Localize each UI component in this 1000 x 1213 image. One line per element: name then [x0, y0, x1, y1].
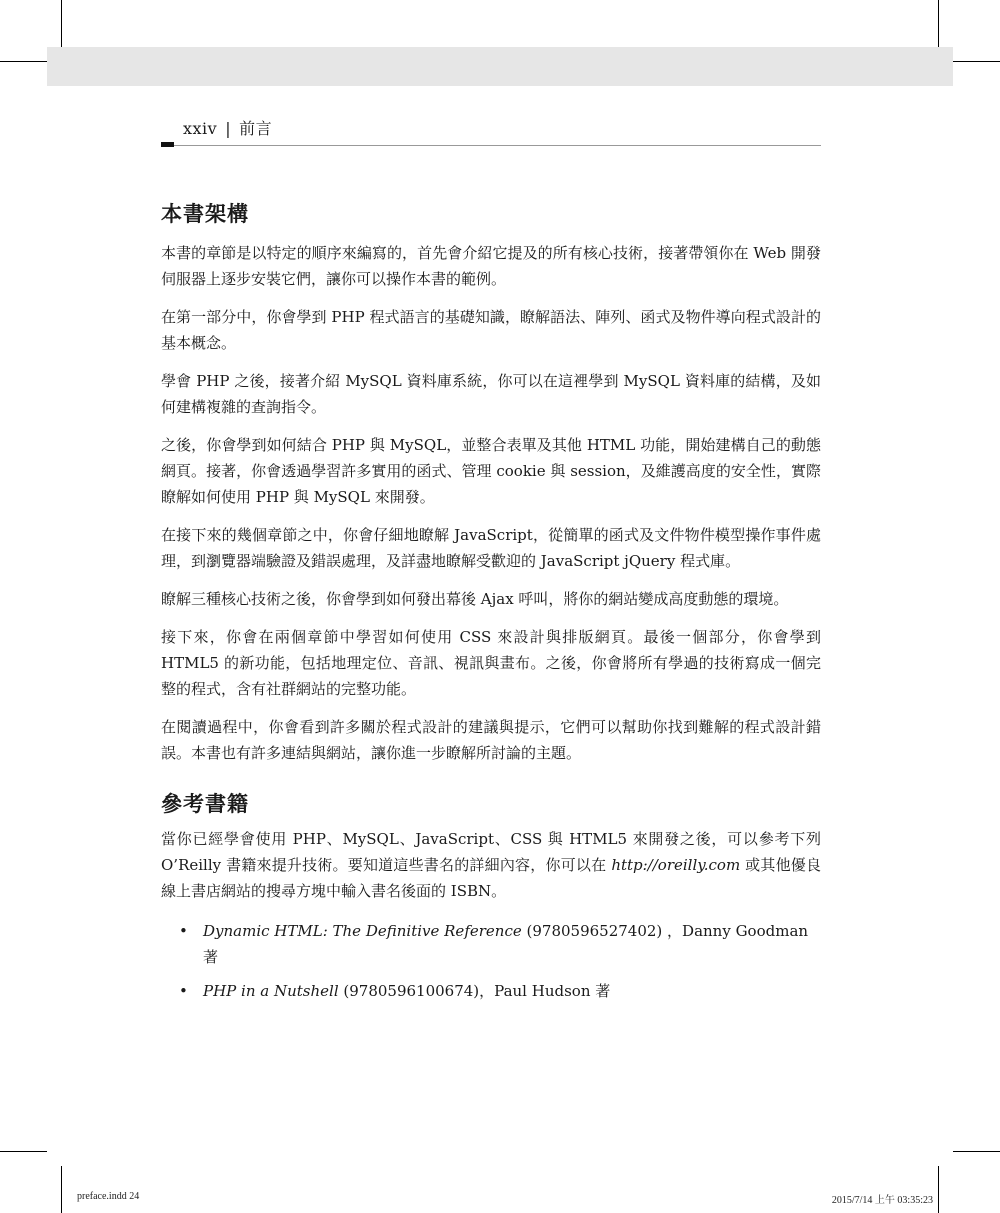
book-title: PHP in a Nutshell	[203, 982, 339, 1000]
paragraph: 在接下來的幾個章節之中，你會仔細地瞭解 JavaScript，從簡單的函式及文件物件模型操作事件處理，到瀏覽器端驗證及錯誤處理，及詳盡地瞭解受歡迎的 JavaScript jQuery 程式庫。	[161, 526, 821, 570]
paragraph	[161, 826, 821, 904]
crop-mark	[953, 61, 1000, 62]
paragraph: 在閱讀過程中，你會看到許多關於程式設計的建議與提示，它們可以幫助你找到難解的程式設計錯誤。本書也有許多連結與網站，讓你進一步瞭解所討論的主題。	[161, 718, 821, 762]
running-head	[161, 118, 821, 148]
running-head-rule	[174, 145, 821, 146]
section-book-structure	[161, 196, 821, 766]
crop-mark	[61, 1166, 62, 1213]
page-content	[161, 196, 821, 1012]
paragraph: 接下來，你會在兩個章節中學習如何使用 CSS 來設計與排版網頁。最後一個部分，你會學到 HTML5 的新功能，包括地理定位、音訊、視訊與畫布。之後，你會將所有學過的技術寫成一個完整的程式，含有社群網站的完整功能。	[161, 628, 821, 698]
slug-file-info: preface.indd 24	[77, 1191, 140, 1202]
bullet-icon: •	[179, 982, 188, 1000]
list-item	[161, 918, 821, 970]
book-list	[161, 918, 821, 1004]
page-number: xxiv	[183, 119, 218, 138]
paragraph: 瞭解三種核心技術之後，你會學到如何發出幕後 Ajax 呼叫，將你的網站變成高度動態的環境。	[161, 590, 789, 608]
book-title: Dynamic HTML: The Definitive Reference	[203, 922, 522, 940]
intro-text: 當你已經學會使用 PHP、MySQL、JavaScript、CSS 與 HTML5 來開發之後，可以參考下列 O’Reilly 書籍來提升技術。要知道這些書名的詳細內容，你可以在	[161, 830, 821, 874]
section-heading: 本書架構	[161, 202, 249, 226]
list-item	[161, 978, 821, 1004]
section-heading: 參考書籍	[161, 792, 249, 816]
crop-mark	[0, 1151, 47, 1152]
crop-mark	[0, 61, 47, 62]
crop-mark	[938, 0, 939, 47]
slug-timestamp: 2015/7/14 上午 03:35:23	[831, 1195, 933, 1206]
book-detail: (9780596527402) ，Danny Goodman 著	[203, 922, 809, 966]
crop-mark	[61, 0, 62, 47]
chapter-title: 前言	[239, 119, 273, 138]
intro-text: 或其他優良線上書店網站的搜尋方塊中輸入書名後面的 ISBN。	[161, 856, 821, 900]
running-head-marker	[161, 142, 174, 147]
oreilly-url: http://oreilly.com	[611, 856, 741, 874]
bullet-icon: •	[179, 922, 188, 940]
section-reference-books	[161, 786, 821, 1004]
paragraph: 在第一部分中，你會學到 PHP 程式語言的基礎知識，瞭解語法、陣列、函式及物件導向程式設計的基本概念。	[161, 308, 821, 352]
crop-mark	[953, 1151, 1000, 1152]
paragraph: 之後，你會學到如何結合 PHP 與 MySQL，並整合表單及其他 HTML 功能，開始建構自己的動態網頁。接著，你會透過學習許多實用的函式、管理 cookie 與 session，及維護高度的安全性，實際瞭解如何使用 PHP 與 MySQL 來開發。	[161, 436, 821, 506]
running-head-text	[183, 118, 272, 140]
paragraph: 本書的章節是以特定的順序來編寫的，首先會介紹它提及的所有核心技術，接著帶領你在 Web 開發伺服器上逐步安裝它們，讓你可以操作本書的範例。	[161, 244, 821, 288]
crop-mark	[938, 1166, 939, 1213]
paragraph: 學會 PHP 之後，接著介紹 MySQL 資料庫系統，你可以在這裡學到 MySQL 資料庫的結構，及如何建構複雜的查詢指令。	[161, 372, 821, 416]
book-detail: (9780596100674)，Paul Hudson 著	[338, 982, 611, 1000]
top-gray-band	[47, 47, 953, 86]
running-head-separator: |	[225, 119, 232, 138]
